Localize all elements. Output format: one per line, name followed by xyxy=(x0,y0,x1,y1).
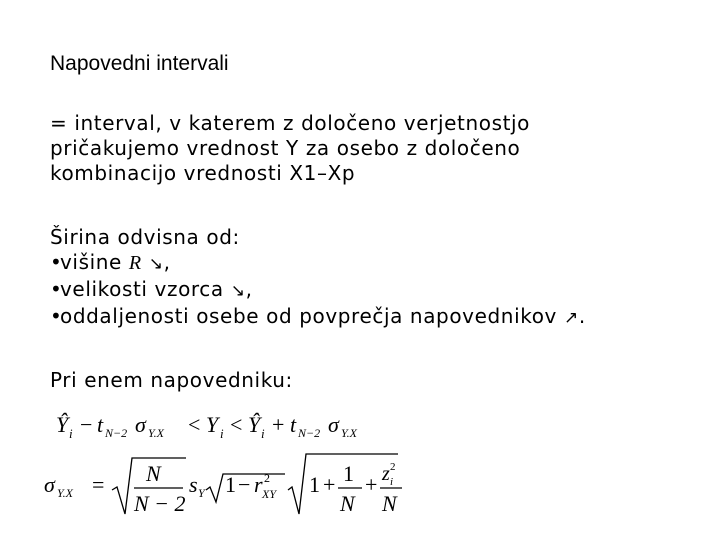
plus: + xyxy=(272,412,285,437)
denominator-n-minus-2: N − 2 xyxy=(134,491,186,516)
slide-title: Napovedni intervali xyxy=(50,52,229,75)
one: 1 xyxy=(225,472,236,497)
sub-yx: Y.X xyxy=(341,426,357,440)
sub-i: i xyxy=(390,476,394,488)
sub-yx: Y.X xyxy=(148,426,164,440)
sub-y: Y xyxy=(198,486,205,500)
width-item-suffix: , xyxy=(245,277,253,301)
arrow-up-right-icon: ↗ xyxy=(563,308,579,328)
sigma: σ xyxy=(44,472,55,497)
denominator-n: N xyxy=(382,491,397,516)
df: N−2 xyxy=(105,426,128,440)
t: t xyxy=(97,412,104,437)
sub-xy: XY xyxy=(262,487,277,501)
df: N−2 xyxy=(298,426,321,440)
t: t xyxy=(290,412,297,437)
width-item-text: oddaljenosti osebe od povprečja napovednikov xyxy=(60,304,564,328)
width-item-suffix: , xyxy=(163,250,171,274)
denominator-n: N xyxy=(340,491,355,516)
definition-line: = interval, v katerem z določeno verjetnostjo xyxy=(50,111,531,135)
r-symbol: R xyxy=(128,252,142,274)
less-than: < xyxy=(230,412,243,437)
sigma-formula xyxy=(40,450,410,520)
width-item-suffix: . xyxy=(578,304,586,328)
prediction-interval-formula xyxy=(40,400,380,445)
sub-i: i xyxy=(69,426,73,441)
definition-line: pričakujemo vrednost Y za osebo z določeno xyxy=(50,136,521,160)
width-section xyxy=(50,225,586,331)
sigma: σ xyxy=(328,412,339,437)
width-item-r xyxy=(50,250,586,277)
one: 1 xyxy=(343,461,354,486)
width-item-text: velikosti vzorca xyxy=(60,277,231,301)
yhat: Ŷ xyxy=(248,412,261,437)
definition-line: kombinacijo vrednosti X1–Xp xyxy=(50,161,356,185)
sub-i: i xyxy=(220,426,224,441)
numerator-n: N xyxy=(146,461,161,486)
definition-paragraph xyxy=(50,111,530,186)
s: s xyxy=(189,472,198,497)
minus: − xyxy=(80,412,93,437)
sup-2: 2 xyxy=(390,461,396,473)
less-than: < xyxy=(188,412,201,437)
bullet-icon: • xyxy=(50,250,63,274)
width-item-distance xyxy=(50,304,586,331)
width-item-sample xyxy=(50,277,586,304)
arrow-down-right-icon: ↘ xyxy=(230,281,246,301)
plus: + xyxy=(323,472,336,497)
width-heading: Širina odvisna od: xyxy=(50,225,240,249)
y: Y xyxy=(206,412,219,437)
bullet-icon: • xyxy=(50,304,63,328)
z: z xyxy=(382,463,390,485)
plus: + xyxy=(365,472,378,497)
bullet-icon: • xyxy=(50,277,63,301)
sigma: σ xyxy=(135,412,146,437)
yhat: Ŷ xyxy=(56,412,69,437)
minus: − xyxy=(238,472,251,497)
r: r xyxy=(254,472,263,497)
width-item-text: višine xyxy=(60,250,129,274)
single-predictor-heading: Pri enem napovedniku: xyxy=(50,368,293,392)
sup-2: 2 xyxy=(264,471,270,485)
equals: = xyxy=(92,472,105,497)
sub-yx: Y.X xyxy=(57,486,73,500)
one: 1 xyxy=(309,472,320,497)
sub-i: i xyxy=(261,426,265,441)
arrow-down-right-icon: ↘ xyxy=(148,254,164,274)
